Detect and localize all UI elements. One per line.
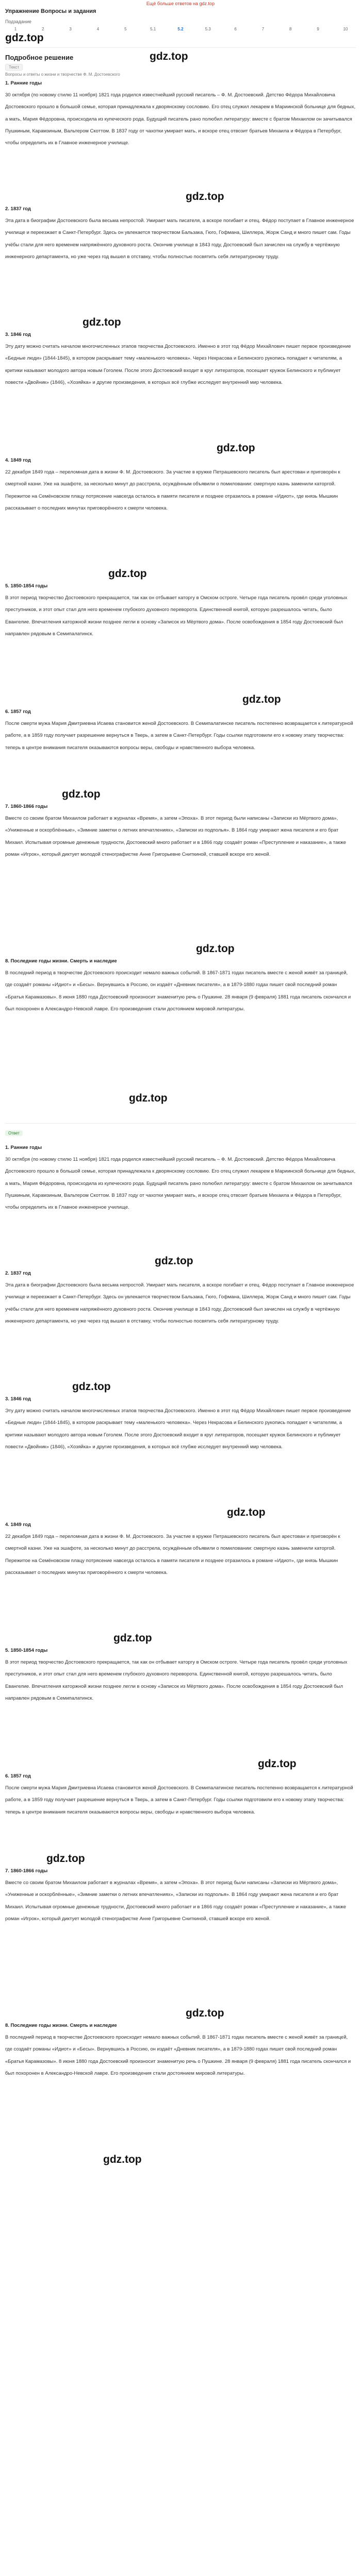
watermark-logo: gdz.top xyxy=(83,316,121,328)
section-title: 2. 1837 год xyxy=(5,206,31,212)
section-title: 5. 1850-1854 годы xyxy=(5,1648,48,1653)
subtask-label: Подзадание xyxy=(5,19,31,24)
watermark-logo: gdz.top xyxy=(186,2007,224,2019)
watermark-logo: gdz.top xyxy=(46,1853,85,1865)
pager-item[interactable]: 3 xyxy=(69,27,72,31)
section-4 xyxy=(5,457,356,514)
top-promo-link[interactable]: Ещё больше ответов на gdz.top xyxy=(146,1,215,6)
section-text: 30 октября (по новому стилю 11 ноября) 1821 года родился известнейший русский писатель – Ф. М. Достоевский. Детство Фёдора Михайловича Достоевского прошло в большой семье, которая принадлежала к дворянскому сословию. Его отец служил лекарем в Мариинской больнице для бедных, а мать, Мария Фёдоровна, происходила из купеческого рода. Будущий писатель рано полюбил литературу: вместе с братом Михаилом он зачитывался Пушкиным, Карамзиным, Вальтером Скоттом. В 1837 году от чахотки умирает мать, и вскоре отец отвозит братьев Михаила и Фёдора в Петербург, чтобы определить их в Главное инженерное училище. xyxy=(5,92,356,146)
section-3 xyxy=(5,332,356,388)
watermark-logo: gdz.top xyxy=(186,191,224,202)
watermark-logo: gdz.top xyxy=(5,32,44,44)
section-5 xyxy=(5,583,356,640)
section-6 xyxy=(5,709,356,754)
watermark-logo: gdz.top xyxy=(62,788,101,800)
pager-item[interactable]: 4 xyxy=(96,27,100,31)
section-text: После смерти мужа Мария Дмитриевна Исаева становится женой Достоевского. В Семипалатинске писатель постепенно возвращается к литературной работе, а в 1859 году получает разрешение вернуться в Тверь, а затем в Санкт-Петербург. Годы ссылки подготовили его к новому этапу творчества: теперь в центре внимания писателя оказываются вопросы веры, свободы и нравственного выбора человека. xyxy=(5,1785,353,1815)
pager-item[interactable]: 6 xyxy=(234,27,237,31)
pager-item[interactable]: 9 xyxy=(317,27,319,31)
section-title: 8. Последние годы жизни. Смерть и наследие xyxy=(5,958,117,964)
section-title: 6. 1857 год xyxy=(5,1773,31,1779)
pager-item[interactable]: 7 xyxy=(261,27,265,31)
subtask-pager xyxy=(5,27,356,33)
watermark-logo: gdz.top xyxy=(196,943,235,955)
pager-item[interactable]: 5.2 xyxy=(177,27,184,31)
section-title: 1. Ранние годы xyxy=(5,80,42,86)
watermark-logo: gdz.top xyxy=(108,568,147,580)
section-text: Вместе со своим братом Михаилом работает в журналах «Время», а затем «Эпоха». В этот период были написаны «Записки из Мёртвого дома», «Униженные и оскорблённые», «Зимние заметки о летних впечатлениях», «Записки из подполья». В 1864 году умирают жена писателя и его брат Михаил. Испытывая огромные денежные трудности, Достоевский много работает и в 1866 году создаёт роман «Преступление и наказание», а также роман «Игрок», который диктует молодой стенографистке Анне Григорьевне Сниткиной, ставшей вскоре его женой. xyxy=(5,1880,347,1922)
section-title: 6. 1857 год xyxy=(5,709,31,715)
solution-title: Подробное решение xyxy=(5,54,74,61)
section-text: В последний период в творчестве Достоевского происходит немало важных событий. В 1867-1871 годах писатель вместе с женой живёт за границей, где создаёт романы «Идиот» и «Бесы». Вернувшись в Россию, он издаёт «Дневник писателя», а в 1879-1880 годах пишет свой последний роман «Братья Карамазовы». 8 июня 1880 года Достоевский произносит знаменитую речь о Пушкине. 28 января (9 февраля) 1881 года писатель скончался и был похоронен в Александро-Невской лавре. Его произведения стали достоянием мировой литературы. xyxy=(5,970,351,1012)
solution-intro: Вопросы и ответы о жизни и творчестве Ф. М. Достоевского xyxy=(5,72,120,77)
answer-section-3 xyxy=(5,1396,356,1453)
section-text: Эта дата в биографии Достоевского была весьма непростой. Умирает мать писателя, а вскоре погибает и отец. Фёдор поступает в Главное инженерное училище и переезжает в Санкт-Петербург. Здесь он увлекается творчеством Бальзака, Гюго, Гофмана, Шиллера, Жорж Санд и много пишет сам. Годы учёбы стали для него временем напряжённого духовного роста. Окончив училище в 1843 году, Достоевский был зачислен на службу в чертёжную инженерного департамента, но уже через год вышел в отставку, чтобы полностью посвятить себя литературному труду. xyxy=(5,1282,354,1324)
section-1 xyxy=(5,80,356,149)
answer-section-1 xyxy=(5,1145,356,1213)
pager-item[interactable]: 10 xyxy=(343,27,348,31)
answer-section-8 xyxy=(5,2023,356,2079)
watermark-logo: gdz.top xyxy=(242,693,281,705)
section-title: 8. Последние годы жизни. Смерть и наследие xyxy=(5,2023,117,2028)
watermark-logo: gdz.top xyxy=(113,1632,152,1644)
section-text: 22 декабря 1849 года – переломная дата в жизни Ф. М. Достоевского. За участие в кружке Петрашевского писатель был арестован и приговорён к смертной казни. Уже на эшафоте, за несколько минут до расстрела, осуждённым объявили о помиловании: смертную казнь заменили каторгой. Пережитое на Семёновском плацу потрясение навсегда осталось в памяти писателя и позднее отразилось в романе «Идиот», где князь Мышкин рассказывает о последних минутах приговорённого к смерти человека. xyxy=(5,469,340,511)
section-text: 30 октября (по новому стилю 11 ноября) 1821 года родился известнейший русский писатель – Ф. М. Достоевский. Детство Фёдора Михайловича Достоевского прошло в большой семье, которая принадлежала к дворянскому сословию. Его отец служил лекарем в Мариинской больнице для бедных, а мать, Мария Фёдоровна, происходила из купеческого рода. Будущий писатель рано полюбил литературу: вместе с братом Михаилом он зачитывался Пушкиным, Карамзиным, Вальтером Скоттом. В 1837 году от чахотки умирает мать, и вскоре отец отвозит братьев Михаила и Фёдора в Петербург, чтобы определить их в Главное инженерное училище. xyxy=(5,1157,356,1211)
section-title: 3. 1846 год xyxy=(5,332,31,337)
section-text: В последний период в творчестве Достоевского происходит немало важных событий. В 1867-1871 годах писатель вместе с женой живёт за границей, где создаёт романы «Идиот» и «Бесы». Вернувшись в Россию, он издаёт «Дневник писателя», а в 1879-1880 годах пишет свой последний роман «Братья Карамазовы». 8 июня 1880 года Достоевский произносит знаменитую речь о Пушкине. 28 января (9 февраля) 1881 года писатель скончался и был похоронен в Александро-Невской лавре. Его произведения стали достоянием мировой литературы. xyxy=(5,2035,351,2076)
solution-tag: Текст xyxy=(5,64,23,71)
section-title: 4. 1849 год xyxy=(5,1522,31,1528)
pager-item[interactable]: 1 xyxy=(14,27,17,31)
pager-item[interactable]: 2 xyxy=(42,27,44,31)
pager-item[interactable]: 5.1 xyxy=(150,27,156,31)
answer-section-7 xyxy=(5,1868,356,1925)
answer-section-6 xyxy=(5,1773,356,1818)
section-text: Эта дата в биографии Достоевского была весьма непростой. Умирает мать писателя, а вскоре погибает и отец. Фёдор поступает в Главное инженерное училище и переезжает в Санкт-Петербург. Здесь он увлекается творчеством Бальзака, Гюго, Гофмана, Шиллера, Жорж Санд и много пишет сам. Годы учёбы стали для него временем напряжённого духовного роста. Окончив училище в 1843 году, Достоевский был зачислен на службу в чертёжную инженерного департамента, но уже через год вышел в отставку, чтобы полностью посвятить себя литературному труду. xyxy=(5,218,354,260)
watermark-logo: gdz.top xyxy=(72,1381,111,1393)
section-title: 5. 1850-1854 годы xyxy=(5,583,48,589)
watermark-logo: gdz.top xyxy=(129,1092,168,1104)
divider xyxy=(5,1123,356,1124)
watermark-logo: gdz.top xyxy=(103,2154,142,2165)
section-text: В этот период творчество Достоевского прекращается, так как он отбывает каторгу в Омском остроге. Четыре года писатель провёл среди уголовных преступников, и этот опыт стал для него временем глубокого духовного переворота. Единственной книгой, которую разрешалось читать, было Евангелие. Впечатления каторжной жизни позднее легли в основу «Записок из Мёртвого дома». После освобождения в 1854 году Достоевский был направлен рядовым в Семипалатинск. xyxy=(5,595,348,637)
watermark-logo: gdz.top xyxy=(150,50,188,62)
answer-section-2 xyxy=(5,1270,356,1327)
section-title: 4. 1849 год xyxy=(5,457,31,463)
section-title: 1. Ранние годы xyxy=(5,1145,42,1150)
section-text: Вместе со своим братом Михаилом работает в журналах «Время», а затем «Эпоха». В этот период были написаны «Записки из Мёртвого дома», «Униженные и оскорблённые», «Зимние заметки о летних впечатлениях», «Записки из подполья». В 1864 году умирают жена писателя и его брат Михаил. Испытывая огромные денежные трудности, Достоевский много работает и в 1866 году создаёт роман «Преступление и наказание», а также роман «Игрок», который диктует молодой стенографистке Анне Григорьевне Сниткиной, ставшей вскоре его женой. xyxy=(5,816,347,857)
section-2 xyxy=(5,206,356,263)
answer-section-5 xyxy=(5,1648,356,1704)
section-title: 3. 1846 год xyxy=(5,1396,31,1402)
pager-item[interactable]: 5.3 xyxy=(205,27,211,31)
watermark-logo: gdz.top xyxy=(217,442,255,454)
section-title: 7. 1860-1866 годы xyxy=(5,804,48,809)
section-8 xyxy=(5,958,356,1015)
section-text: Эту дату можно считать началом многочисленных этапов творчества Достоевского. Именно в этот год Фёдор Михайлович пишет первое произведение «Бедные люди» (1844-1845), в котором раскрывает тему «маленького человека». Через Некрасова и Белинского рукопись попадает к читателям, а критики называют молодого автора новым Гоголем. После этого Достоевский входит в круг литераторов, посещает кружок Белинского и публикует повести «Двойник» (1846), «Хозяйка» и другие произведения, в которых всё глубже исследует внутренний мир человека. xyxy=(5,1408,351,1450)
section-title: 2. 1837 год xyxy=(5,1270,31,1276)
section-7 xyxy=(5,804,356,860)
answer-tag: Ответ xyxy=(5,1130,23,1136)
answer-section-4 xyxy=(5,1522,356,1579)
pager-item[interactable]: 8 xyxy=(289,27,292,31)
section-text: 22 декабря 1849 года – переломная дата в жизни Ф. М. Достоевского. За участие в кружке Петрашевского писатель был арестован и приговорён к смертной казни. Уже на эшафоте, за несколько минут до расстрела, осуждённым объявили о помиловании: смертную казнь заменили каторгой. Пережитое на Семёновском плацу потрясение навсегда осталось в памяти писателя и позднее отразилось в романе «Идиот», где князь Мышкин рассказывает о последних минутах приговорённого к смерти человека. xyxy=(5,1534,340,1575)
divider xyxy=(5,47,356,48)
section-text: Эту дату можно считать началом многочисленных этапов творчества Достоевского. Именно в этот год Фёдор Михайлович пишет первое произведение «Бедные люди» (1844-1845), в котором раскрывает тему «маленького человека». Через Некрасова и Белинского рукопись попадает к читателям, а критики называют молодого автора новым Гоголем. После этого Достоевский входит в круг литераторов, посещает кружок Белинского и публикует повести «Двойник» (1846), «Хозяйка» и другие произведения, в которых всё глубже исследует внутренний мир человека. xyxy=(5,344,351,385)
pager-item[interactable]: 5 xyxy=(124,27,127,31)
section-title: 7. 1860-1866 годы xyxy=(5,1868,48,1874)
watermark-logo: gdz.top xyxy=(227,1506,266,1518)
section-text: После смерти мужа Мария Дмитриевна Исаева становится женой Достоевского. В Семипалатинске писатель постепенно возвращается к литературной работе, а в 1859 году получает разрешение вернуться в Тверь, а затем в Санкт-Петербург. Годы ссылки подготовили его к новому этапу творчества: теперь в центре внимания писателя оказываются вопросы веры, свободы и нравственного выбора человека. xyxy=(5,721,353,751)
watermark-logo: gdz.top xyxy=(258,1758,297,1770)
section-text: В этот период творчество Достоевского прекращается, так как он отбывает каторгу в Омском остроге. Четыре года писатель провёл среди уголовных преступников, и этот опыт стал для него временем глубокого духовного переворота. Единственной книгой, которую разрешалось читать, было Евангелие. Впечатления каторжной жизни позднее легли в основу «Записок из Мёртвого дома». После освобождения в 1854 году Достоевский был направлен рядовым в Семипалатинск. xyxy=(5,1659,348,1701)
page-title: Упражнение Вопросы и задания xyxy=(5,8,96,14)
watermark-logo: gdz.top xyxy=(155,1255,193,1267)
